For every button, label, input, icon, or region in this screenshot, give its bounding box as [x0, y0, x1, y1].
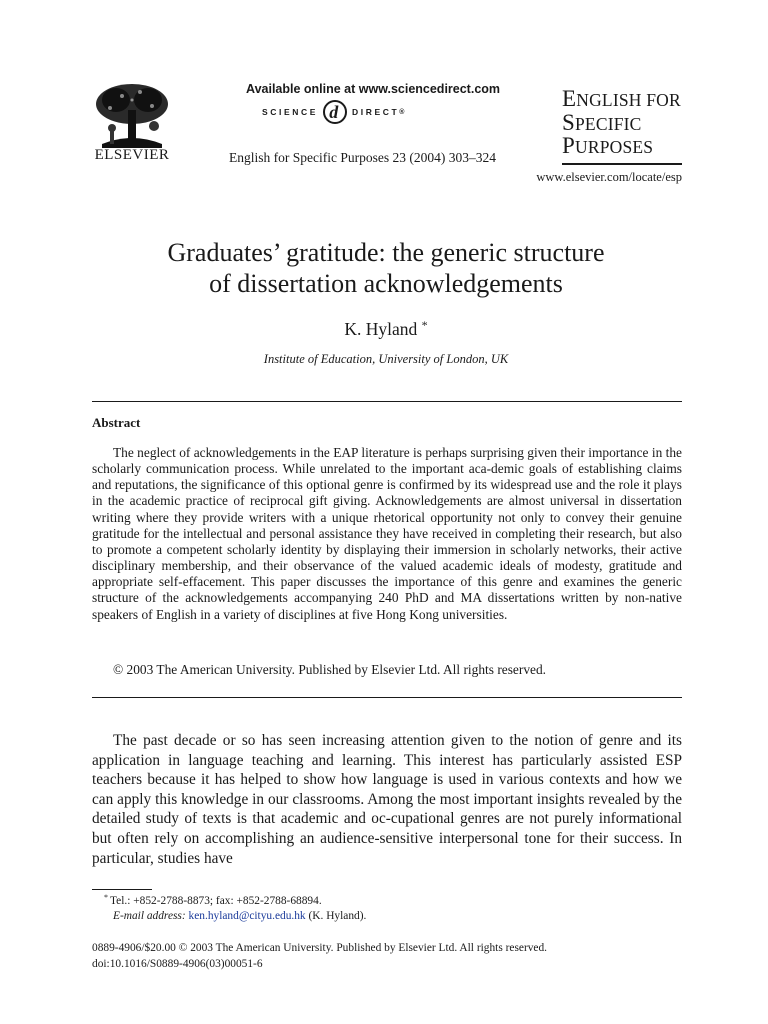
- article-title: [80, 237, 692, 299]
- footnote-rule: [92, 889, 152, 890]
- journal-name-line-1: ENGLISH FOR: [562, 86, 681, 111]
- sd-right-word: DIRECT: [352, 107, 400, 117]
- abstract-bottom-rule: [92, 697, 682, 698]
- title-line-1: Graduates’ gratitude: the generic structure: [167, 238, 605, 267]
- sciencedirect-logo: [262, 99, 404, 125]
- journal-url[interactable]: www.elsevier.com/locate/esp: [536, 170, 682, 184]
- body-paragraph: The past decade or so has seen increasing attention given to the notion of genre and its application in language teaching and learning. This interest has particularly assisted ESP teachers because it has helped to show how language is used in various contexts and how we can apply this knowledge in our classrooms. Among the most important insights revealed by the detailed study of texts is that academic and oc-cupational genres are not purely informational but often rely on accomplishing an audience-sensitive interpersonal tone for their success. In particular, studies have: [92, 732, 682, 867]
- email-link[interactable]: ken.hyland@cityu.edu.hk: [188, 910, 306, 922]
- email-label: E-mail address:: [113, 910, 186, 922]
- issn-copyright-line: 0889-4906/$20.00 © 2003 The American University. Published by Elsevier Ltd. All rights reserved.: [92, 942, 548, 954]
- author-footnote-mark: *: [421, 318, 428, 332]
- svg-text:d: d: [329, 102, 341, 122]
- doi[interactable]: doi:10.1016/S0889-4906(03)00051-6: [92, 958, 263, 970]
- journal-name-line-2: SPECIFIC: [562, 109, 642, 135]
- abstract-copyright: © 2003 The American University. Published by Elsevier Ltd. All rights reserved.: [113, 662, 547, 677]
- abstract-text: The neglect of acknowledgements in the EAP literature is perhaps surprising given their importance in the scholarly communication process. While unrelated to the important aca-demic goals of establishing claims and reputations, the significance of this optional genre is confirmed by its widespread use and the role it plays in the academic practice of reciprocal gift giving. Acknowledgements are almost universal in dissertation writing where they provide writers with a unique rhetorical opportunity not only to convey their genuine gratitude for the intellectual and personal assistance they have received in completing their research, but also to promote a competent scholarly identity by displaying their immersion in scholarly networks, their active disciplinary membership, and their observance of the valued academic ideals of modesty, gratitude and appropriate self-effacement. This paper discusses the importance of this genre and examines the generic structure of the acknowledgements accompanying 240 PhD and MA dissertations written by non-native speakers of English in a variety of disciplines at five Hong Kong universities.: [92, 445, 682, 622]
- journal-name-block: [562, 88, 682, 165]
- journal-name-underline: [562, 163, 682, 165]
- email-suffix: (K. Hyland).: [308, 910, 367, 922]
- footnote-contact-text: Tel.: +852-2788-8873; fax: +852-2788-68894.: [110, 895, 322, 907]
- footnote-email: [113, 910, 366, 922]
- author-line: [80, 318, 692, 340]
- abstract-top-rule: [92, 401, 682, 402]
- publisher-name: ELSEVIER: [94, 147, 170, 163]
- footnote-contact: [104, 893, 322, 907]
- available-online-notice: Available online at www.sciencedirect.com: [246, 82, 501, 96]
- title-line-2: of dissertation acknowledgements: [209, 269, 563, 298]
- sciencedirect-d-icon: [322, 99, 348, 125]
- footnote-mark: *: [104, 893, 108, 902]
- author-name: K. Hyland: [344, 319, 418, 339]
- journal-name-line-3: PURPOSES: [562, 133, 654, 158]
- sd-registered-mark: ®: [399, 108, 405, 116]
- author-affiliation: Institute of Education, University of London, UK: [263, 352, 509, 366]
- sd-left-word: SCIENCE: [262, 107, 318, 117]
- abstract-heading: Abstract: [92, 415, 141, 430]
- journal-citation: English for Specific Purposes 23 (2004) 303–324: [229, 150, 496, 165]
